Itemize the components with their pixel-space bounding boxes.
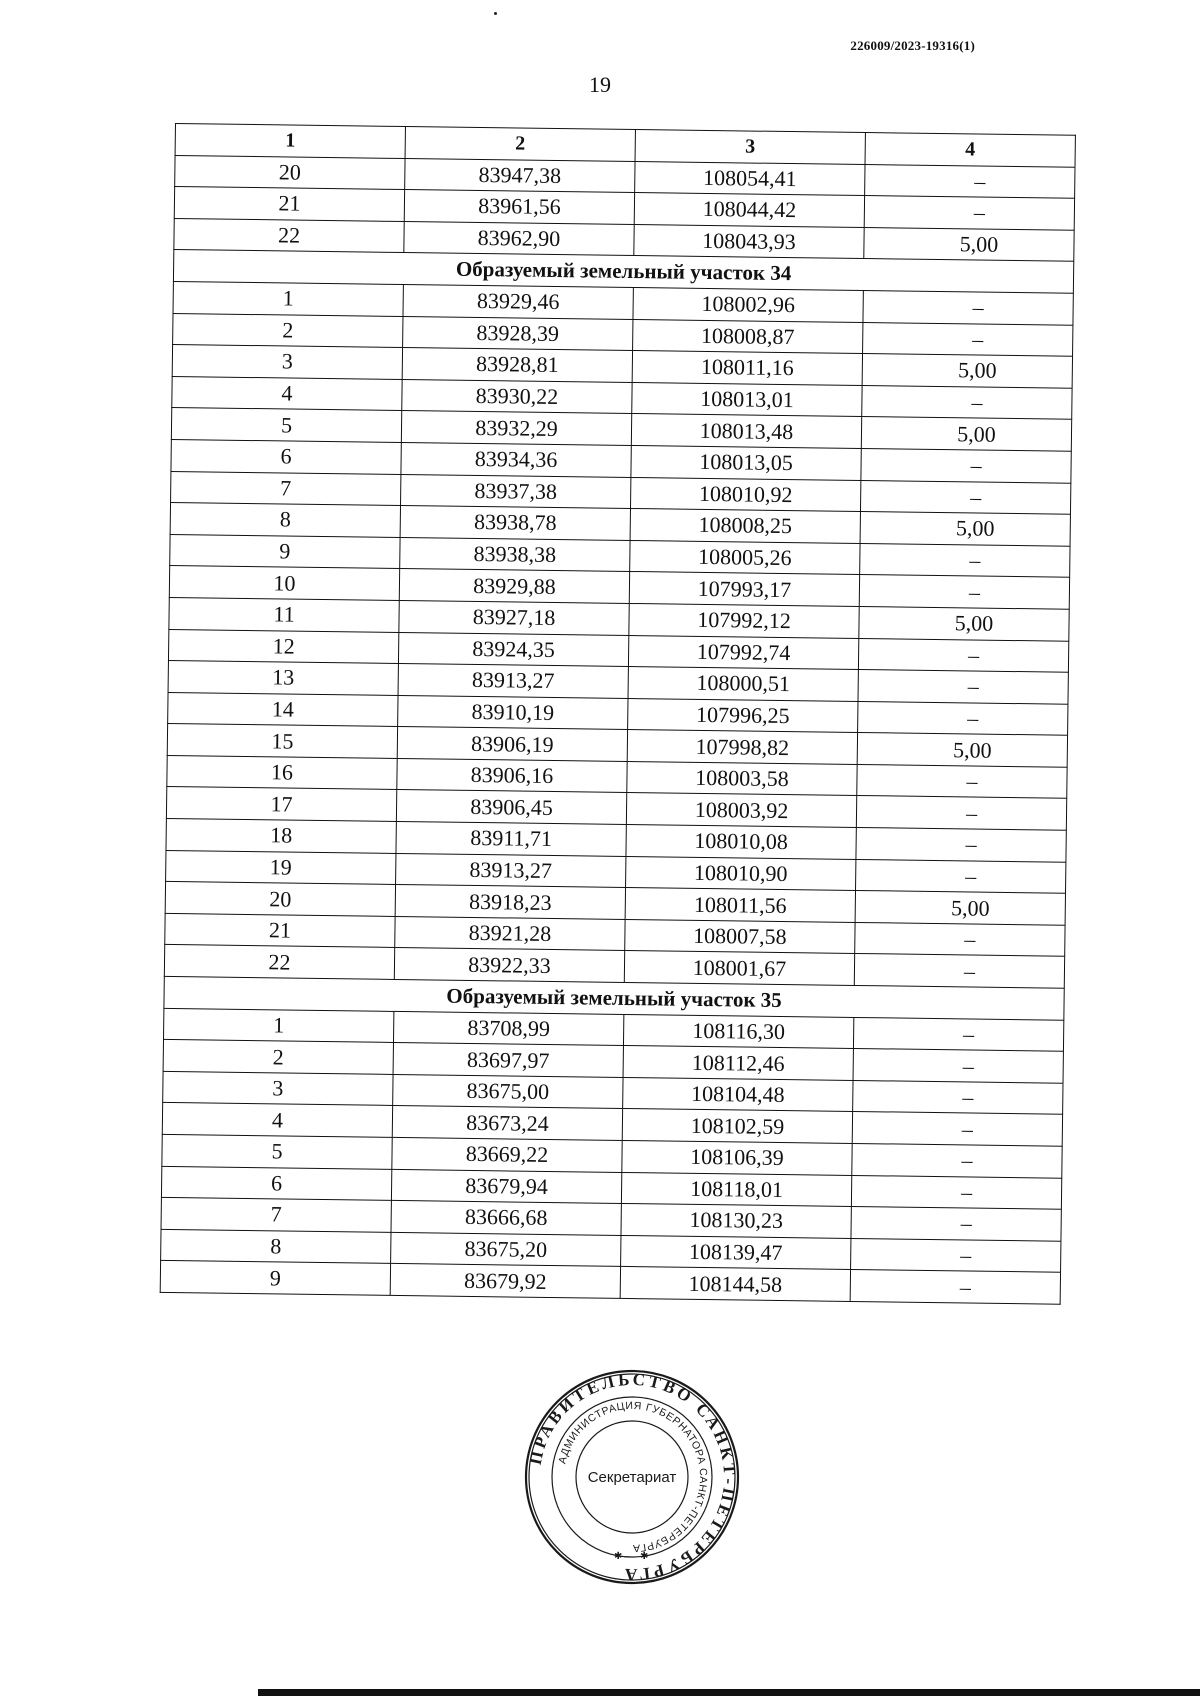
y-coordinate: 108043,93 xyxy=(634,224,864,259)
section-title: Образуемый земельный участок 34 xyxy=(173,250,1073,293)
y-coordinate: 108116,30 xyxy=(623,1014,853,1049)
column-header: 3 xyxy=(635,130,865,165)
y-coordinate: 108002,96 xyxy=(633,287,863,322)
x-coordinate: 83921,28 xyxy=(395,916,625,951)
point-number: 6 xyxy=(171,439,401,474)
y-coordinate: 108106,39 xyxy=(622,1140,852,1175)
distance-value: – xyxy=(965,863,977,889)
y-coordinate: 107992,74 xyxy=(628,635,858,670)
distance-value: – xyxy=(965,800,978,826)
x-coordinate: 83922,33 xyxy=(394,948,624,983)
distance-value: – xyxy=(961,1116,974,1142)
distance-value: – xyxy=(970,452,982,478)
distance-value: – xyxy=(960,1210,972,1237)
column-header: 4 xyxy=(865,133,1075,167)
point-number: 19 xyxy=(166,850,396,885)
y-coordinate: 108112,46 xyxy=(623,1046,853,1081)
distance-value: – xyxy=(973,199,986,226)
y-coordinate: 108011,16 xyxy=(632,351,862,386)
y-coordinate: 107996,25 xyxy=(628,698,858,733)
point-number: 6 xyxy=(161,1166,391,1201)
distance xyxy=(856,828,1066,862)
page-number: 19 xyxy=(589,72,611,97)
x-coordinate: 83913,27 xyxy=(396,853,626,888)
x-coordinate: 83669,22 xyxy=(392,1137,622,1172)
distance-value: – xyxy=(974,168,986,194)
point-number: 7 xyxy=(171,471,401,506)
point-number: 3 xyxy=(163,1071,393,1106)
y-coordinate: 108011,56 xyxy=(625,888,855,923)
y-coordinate: 108005,26 xyxy=(630,540,860,575)
point-number: 8 xyxy=(161,1229,391,1264)
column-header: 1 xyxy=(175,124,405,159)
distance xyxy=(852,1112,1062,1146)
point-number: 21 xyxy=(165,913,395,948)
distance xyxy=(852,1143,1062,1177)
x-coordinate: 83906,45 xyxy=(396,790,626,825)
distance xyxy=(859,575,1069,609)
point-number: 5 xyxy=(162,1134,392,1169)
coordinates-table xyxy=(160,123,1076,1305)
point-number: 18 xyxy=(166,819,396,854)
point-number: 14 xyxy=(168,692,398,727)
distance xyxy=(858,638,1068,672)
point-number: 20 xyxy=(165,882,395,917)
y-coordinate: 108013,48 xyxy=(631,414,861,449)
point-number: 4 xyxy=(172,376,402,411)
point-number: 21 xyxy=(174,187,404,222)
y-coordinate: 108102,59 xyxy=(622,1109,852,1144)
x-coordinate: 83918,23 xyxy=(395,885,625,920)
distance-value: – xyxy=(967,705,979,731)
distance xyxy=(864,196,1074,230)
distance-value: – xyxy=(967,642,980,668)
distance xyxy=(851,1175,1061,1209)
point-number: 1 xyxy=(173,281,403,316)
x-coordinate: 83928,81 xyxy=(402,348,632,383)
point-number: 4 xyxy=(162,1103,392,1138)
distance-value: – xyxy=(971,389,983,415)
distance xyxy=(856,796,1066,830)
distance xyxy=(862,385,1072,419)
distance xyxy=(860,480,1070,514)
x-coordinate: 83929,88 xyxy=(399,569,629,604)
y-coordinate: 108008,25 xyxy=(630,509,860,544)
scan-speck xyxy=(494,12,497,15)
x-coordinate: 83906,19 xyxy=(397,727,627,762)
y-coordinate: 108144,58 xyxy=(620,1267,850,1302)
distance-value: – xyxy=(959,1274,971,1300)
distance xyxy=(860,543,1070,577)
y-coordinate: 108139,47 xyxy=(621,1235,851,1270)
y-coordinate: 108003,92 xyxy=(626,793,856,828)
x-coordinate: 83938,38 xyxy=(400,537,630,572)
point-number: 22 xyxy=(164,945,394,980)
y-coordinate: 108104,48 xyxy=(623,1077,853,1112)
y-coordinate: 107993,17 xyxy=(629,572,859,607)
distance-value: – xyxy=(962,1052,974,1079)
scan-edge-bar xyxy=(258,1689,1200,1696)
y-coordinate: 108013,05 xyxy=(631,445,861,480)
distance-value: – xyxy=(972,294,984,320)
distance-value: – xyxy=(960,1179,973,1205)
point-number: 7 xyxy=(161,1198,391,1233)
distance-value: – xyxy=(962,1021,975,1047)
distance-value: 5,00 xyxy=(957,420,996,447)
y-coordinate: 108044,42 xyxy=(634,193,864,228)
y-coordinate: 107998,82 xyxy=(627,730,857,765)
svg-text:✱: ✱ xyxy=(640,1551,649,1562)
distance xyxy=(853,1049,1063,1083)
distance-value: – xyxy=(960,1242,972,1268)
point-number: 12 xyxy=(168,629,398,664)
x-coordinate: 83924,35 xyxy=(398,632,628,667)
column-header: 2 xyxy=(405,127,635,162)
distance xyxy=(861,417,1071,451)
distance-value: – xyxy=(972,326,984,352)
point-number: 5 xyxy=(171,408,401,443)
x-coordinate: 83675,20 xyxy=(391,1232,621,1267)
x-coordinate: 83927,18 xyxy=(399,600,629,635)
x-coordinate: 83679,94 xyxy=(391,1169,621,1204)
y-coordinate: 108000,51 xyxy=(628,667,858,702)
y-coordinate: 108130,23 xyxy=(621,1204,851,1239)
point-number: 8 xyxy=(170,503,400,538)
official-seal xyxy=(522,1367,742,1587)
distance xyxy=(853,1080,1063,1114)
distance-value: – xyxy=(966,768,978,794)
distance xyxy=(864,227,1074,261)
distance-value: – xyxy=(962,1084,974,1110)
distance-value: 5,00 xyxy=(954,610,994,636)
table-body xyxy=(160,155,1075,1304)
section-title: Образуемый земельный участок 35 xyxy=(164,976,1064,1019)
point-number: 15 xyxy=(167,724,397,759)
distance-value: – xyxy=(968,579,981,605)
x-coordinate: 83938,78 xyxy=(400,506,630,541)
distance-value: 5,00 xyxy=(950,894,990,921)
distance xyxy=(853,1017,1063,1051)
distance-value: 5,00 xyxy=(957,357,997,384)
distance-value: – xyxy=(963,958,976,984)
x-coordinate: 83910,19 xyxy=(398,695,628,730)
y-coordinate: 107992,12 xyxy=(629,603,859,638)
y-coordinate: 108010,08 xyxy=(626,825,856,860)
point-number: 16 xyxy=(167,755,397,790)
distance xyxy=(862,354,1072,388)
x-coordinate: 83911,71 xyxy=(396,822,626,857)
x-coordinate: 83962,90 xyxy=(404,221,634,256)
point-number: 11 xyxy=(169,597,399,632)
point-number: 13 xyxy=(168,661,398,696)
distance xyxy=(863,290,1073,324)
distance xyxy=(850,1270,1060,1304)
distance xyxy=(854,954,1064,988)
distance xyxy=(860,512,1070,546)
y-coordinate: 108010,90 xyxy=(626,856,856,891)
distance xyxy=(865,164,1075,198)
point-number: 9 xyxy=(160,1261,390,1296)
y-coordinate: 108003,58 xyxy=(627,761,857,796)
distance xyxy=(857,733,1067,767)
distance xyxy=(861,448,1071,482)
point-number: 2 xyxy=(173,313,403,348)
x-coordinate: 83937,38 xyxy=(401,474,631,509)
distance xyxy=(858,670,1068,704)
x-coordinate: 83913,27 xyxy=(398,664,628,699)
document-id: 226009/2023-19316(1) xyxy=(850,38,975,53)
x-coordinate: 83930,22 xyxy=(402,379,632,414)
x-coordinate: 83928,39 xyxy=(403,316,633,351)
point-number: 9 xyxy=(170,534,400,569)
x-coordinate: 83673,24 xyxy=(392,1106,622,1141)
distance xyxy=(859,606,1069,640)
point-number: 2 xyxy=(163,1040,393,1075)
x-coordinate: 83961,56 xyxy=(404,190,634,225)
x-coordinate: 83934,36 xyxy=(401,442,631,477)
distance-value: – xyxy=(964,926,976,952)
distance-value: – xyxy=(961,1147,973,1173)
x-coordinate: 83708,99 xyxy=(393,1011,623,1046)
point-number: 10 xyxy=(169,566,399,601)
distance xyxy=(855,922,1065,956)
y-coordinate: 108118,01 xyxy=(621,1172,851,1207)
x-coordinate: 83697,97 xyxy=(393,1043,623,1078)
distance xyxy=(857,764,1067,798)
x-coordinate: 83906,16 xyxy=(397,758,627,793)
x-coordinate: 83932,29 xyxy=(401,411,631,446)
point-number: 17 xyxy=(166,787,396,822)
y-coordinate: 108001,67 xyxy=(624,951,854,986)
svg-text:✱: ✱ xyxy=(614,1551,623,1562)
point-number: 1 xyxy=(164,1008,394,1043)
svg-text:Секретариат: Секретариат xyxy=(587,1469,677,1486)
y-coordinate: 108010,92 xyxy=(630,477,860,512)
distance-value: – xyxy=(970,484,982,510)
distance-value: 5,00 xyxy=(955,515,995,542)
point-number: 20 xyxy=(175,155,405,190)
distance-value: 5,00 xyxy=(952,736,992,763)
x-coordinate: 83679,92 xyxy=(390,1264,620,1299)
distance xyxy=(851,1207,1061,1241)
distance-value: – xyxy=(969,547,981,573)
distance-value: – xyxy=(967,673,979,699)
y-coordinate: 108008,87 xyxy=(633,319,863,354)
x-coordinate: 83947,38 xyxy=(405,158,635,193)
x-coordinate: 83675,00 xyxy=(393,1074,623,1109)
svg-text:ПРАВИТЕЛЬСТВО САНКТ-ПЕТЕРБУРГА: ПРАВИТЕЛЬСТВО САНКТ-ПЕТЕРБУРГА xyxy=(525,1369,740,1585)
point-number: 22 xyxy=(174,218,404,253)
distance xyxy=(851,1238,1061,1272)
point-number: 3 xyxy=(172,345,402,380)
distance-value: – xyxy=(965,831,977,857)
distance-value: 5,00 xyxy=(959,231,999,257)
distance xyxy=(863,322,1073,356)
y-coordinate: 108007,58 xyxy=(625,919,855,954)
x-coordinate: 83929,46 xyxy=(403,284,633,319)
svg-text:АДМИНИСТРАЦИЯ ГУБЕРНАТОРА САНК: АДМИНИСТРАЦИЯ ГУБЕРНАТОРА САНКТ-ПЕТЕРБУРГА xyxy=(556,1399,710,1555)
distance xyxy=(858,701,1068,735)
distance xyxy=(856,859,1066,893)
y-coordinate: 108013,01 xyxy=(632,382,862,417)
y-coordinate: 108054,41 xyxy=(635,161,865,196)
distance xyxy=(855,891,1065,925)
x-coordinate: 83666,68 xyxy=(391,1201,621,1236)
